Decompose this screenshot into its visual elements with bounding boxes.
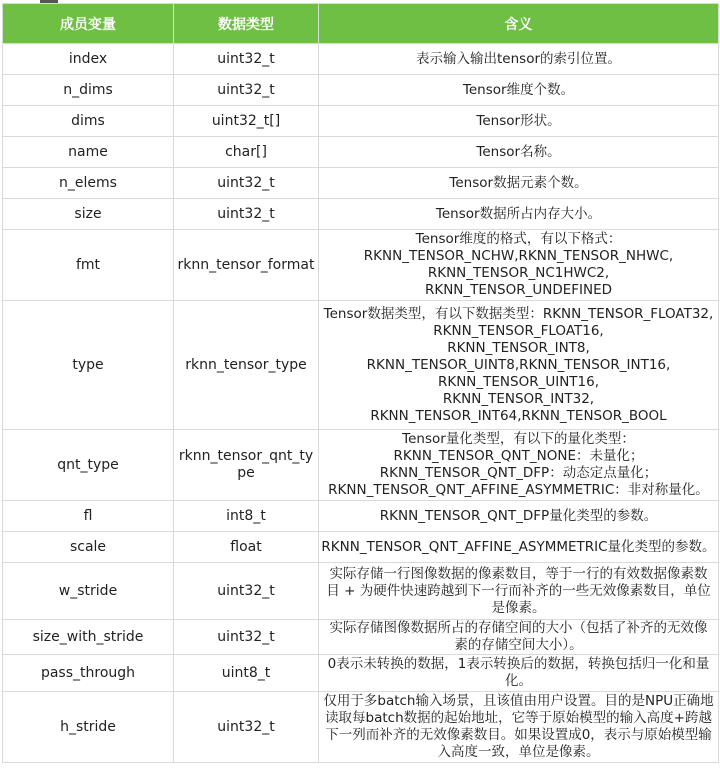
member-name-cell: name xyxy=(3,137,174,168)
member-name-cell: w_stride xyxy=(3,563,174,620)
data-type-cell: rknn_tensor_format xyxy=(174,230,319,301)
table-row xyxy=(3,430,719,501)
meaning-cell xyxy=(319,620,719,655)
table-row xyxy=(3,44,719,75)
table-row xyxy=(3,301,719,430)
meaning-cell xyxy=(319,168,719,199)
table-row xyxy=(3,655,719,692)
meaning-line: 0表示未转换的数据，1表示转换后的数据，转换包括归一化和量 xyxy=(327,656,710,672)
meaning-cell xyxy=(319,692,719,763)
table-row xyxy=(3,75,719,106)
meaning-line: Tensor数据所占内存大小。 xyxy=(435,205,602,222)
meaning-cell xyxy=(319,137,719,168)
meaning-line: 下一列而补齐的无效像素数目。如果设置成0，表示与原始模型输 xyxy=(325,727,712,743)
data-type-cell: char[] xyxy=(174,137,319,168)
meaning-line: RKNN_TENSOR_FLOAT16, xyxy=(433,322,604,339)
data-type-cell: rknn_tensor_qnt_type xyxy=(174,430,319,501)
table-row xyxy=(3,106,719,137)
member-name-cell: type xyxy=(3,301,174,430)
meaning-line: RKNN_TENSOR_QNT_DFP：动态定点量化； xyxy=(379,465,658,481)
member-name-cell: fmt xyxy=(3,230,174,301)
meaning-cell xyxy=(319,106,719,137)
table-row xyxy=(3,692,719,763)
meaning-cell xyxy=(319,75,719,106)
table-row xyxy=(3,532,719,563)
meaning-line: RKNN_TENSOR_INT64,RKNN_TENSOR_BOOL xyxy=(370,407,667,424)
tensor-attr-table xyxy=(2,3,719,763)
header-meaning: 含义 xyxy=(319,4,719,44)
header-data-type: 数据类型 xyxy=(174,4,319,44)
header-member-variable: 成员变量 xyxy=(3,4,174,44)
member-name-cell: n_dims xyxy=(3,75,174,106)
data-type-cell: uint8_t xyxy=(174,655,319,692)
meaning-line: RKNN_TENSOR_QNT_AFFINE_ASYMMETRIC：非对称量化。 xyxy=(328,482,709,498)
meaning-line: Tensor形状。 xyxy=(476,112,561,129)
meaning-line: Tensor名称。 xyxy=(476,143,561,160)
data-type-cell: uint32_t xyxy=(174,199,319,230)
member-name-cell: scale xyxy=(3,532,174,563)
meaning-line: 目 + 为硬件快速跨越到下一行而补齐的一些无效像素数目，单位 xyxy=(326,582,711,599)
meaning-line: Tensor维度个数。 xyxy=(462,81,575,98)
data-type-cell: int8_t xyxy=(174,501,319,532)
meaning-line: Tensor数据类型，有以下数据类型：RKNN_TENSOR_FLOAT32, xyxy=(323,305,714,322)
meaning-line: RKNN_TENSOR_QNT_AFFINE_ASYMMETRIC量化类型的参数。 xyxy=(321,538,716,555)
meaning-cell xyxy=(319,44,719,75)
meaning-line: 是像素。 xyxy=(491,599,546,616)
data-type-cell: uint32_t[] xyxy=(174,106,319,137)
meaning-line: 读取每batch数据的起始地址，它等于原始模型的输入高度+跨越 xyxy=(325,710,712,726)
data-type-cell: float xyxy=(174,532,319,563)
meaning-line: RKNN_TENSOR_UNDEFINED xyxy=(424,282,613,298)
meaning-line: 仅用于多batch输入场景，且该值由用户设置。目的是NPU正确地 xyxy=(323,693,714,709)
meaning-line: RKNN_TENSOR_INT32, xyxy=(442,390,595,407)
member-name-cell: h_stride xyxy=(3,692,174,763)
table-header-row xyxy=(3,4,719,44)
meaning-line: 入高度一致，单位是像素。 xyxy=(437,744,600,760)
meaning-line: 实际存储图像数据所占的存储空间的大小（包括了补齐的无效像 xyxy=(329,620,708,636)
meaning-line: RKNN_TENSOR_QNT_DFP量化类型的参数。 xyxy=(379,507,658,524)
member-name-cell: dims xyxy=(3,106,174,137)
meaning-line: 化。 xyxy=(505,673,532,689)
meaning-line: 实际存储一行图像数据的像素数目，等于一行的有效数据像素数 xyxy=(329,565,708,582)
table-row xyxy=(3,501,719,532)
meaning-line: RKNN_TENSOR_NCHW,RKNN_TENSOR_NHWC, xyxy=(363,248,674,264)
data-type-cell: uint32_t xyxy=(174,44,319,75)
member-name-cell: pass_through xyxy=(3,655,174,692)
member-name-cell: fl xyxy=(3,501,174,532)
table-row xyxy=(3,137,719,168)
meaning-cell xyxy=(319,655,719,692)
meaning-cell xyxy=(319,430,719,501)
member-name-cell: size xyxy=(3,199,174,230)
meaning-line: RKNN_TENSOR_INT8, xyxy=(447,339,590,356)
data-type-cell: uint32_t xyxy=(174,692,319,763)
meaning-line: Tensor数据元素个数。 xyxy=(449,174,588,191)
meaning-line: Tensor维度的格式，有以下格式： xyxy=(415,231,622,247)
meaning-cell xyxy=(319,301,719,430)
meaning-line: 表示输入输出tensor的索引位置。 xyxy=(416,50,621,67)
meaning-cell xyxy=(319,501,719,532)
member-name-cell: size_with_stride xyxy=(3,620,174,655)
meaning-cell xyxy=(319,230,719,301)
table-body xyxy=(3,44,719,763)
data-type-cell: uint32_t xyxy=(174,75,319,106)
table-row xyxy=(3,230,719,301)
table-row xyxy=(3,620,719,655)
meaning-line: RKNN_TENSOR_QNT_NONE：未量化； xyxy=(393,448,644,464)
data-type-cell: uint32_t xyxy=(174,620,319,655)
data-type-cell: rknn_tensor_type xyxy=(174,301,319,430)
meaning-line: Tensor量化类型，有以下的量化类型： xyxy=(402,431,635,447)
member-name-cell: index xyxy=(3,44,174,75)
meaning-line: RKNN_TENSOR_UINT16, xyxy=(437,373,600,390)
meaning-cell xyxy=(319,199,719,230)
table-row xyxy=(3,563,719,620)
table-row xyxy=(3,199,719,230)
meaning-line: 素的存储空间大小）。 xyxy=(454,637,583,653)
member-name-cell: qnt_type xyxy=(3,430,174,501)
meaning-cell xyxy=(319,532,719,563)
member-name-cell: n_elems xyxy=(3,168,174,199)
meaning-cell xyxy=(319,563,719,620)
meaning-line: RKNN_TENSOR_UINT8,RKNN_TENSOR_INT16, xyxy=(366,356,671,373)
data-type-cell: uint32_t xyxy=(174,563,319,620)
meaning-line: RKNN_TENSOR_NC1HWC2, xyxy=(427,265,610,281)
data-type-cell: uint32_t xyxy=(174,168,319,199)
table-row xyxy=(3,168,719,199)
